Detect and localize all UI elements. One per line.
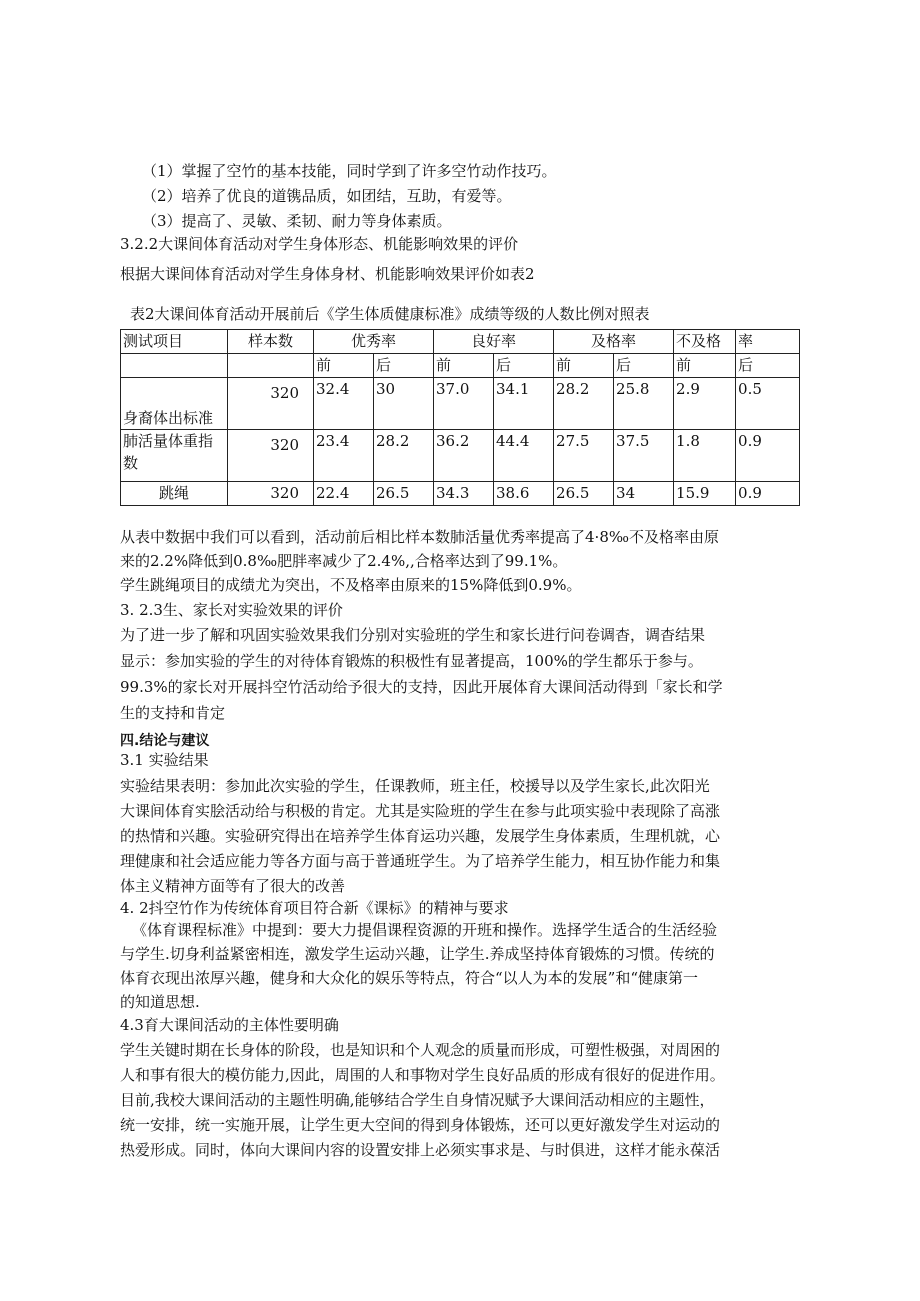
subject-line-4: 统一安排，统一实施开展，让学生更大空间的得到身体锻炼，还可以更好激发学生对运动的 <box>120 1116 721 1134</box>
cell: 0.5 <box>736 378 800 430</box>
sub-before: 前 <box>554 354 614 378</box>
table-row <box>121 482 800 506</box>
section-heading-4: 四.结论与建议 <box>120 733 210 749</box>
section-heading-3-2-3: 3. 2.3生、家长对实验效果的评价 <box>120 601 343 619</box>
section-heading-4-3: 4.3育大课间活动的主体性要明确 <box>120 1016 339 1034</box>
header-fail: 不及格 <box>674 330 736 354</box>
row-sample: 320 <box>228 430 314 482</box>
cell: 37.0 <box>434 378 494 430</box>
survey-line-3: 99.3%的家长对开展抖空竹活动给予很大的支持，因此开展体育大课间活动得到「家长和学 <box>120 678 723 696</box>
standard-line-3: 体育衣现出浓厚兴趣，健身和大众化的娱乐等特点，符合“以人为本的发展”和“健康第一 <box>120 969 699 987</box>
list-item-2: （2）培养了优良的道镌品质，如团结，互助，有爱等。 <box>142 187 512 205</box>
results-line-3: 的热情和兴趣。实验研究得出在培养学生体育运功兴趣，发展学生身体素质，生理机就，心 <box>120 827 721 845</box>
row-sample: 320 <box>228 378 314 430</box>
results-line-5: 体主义精神方面等有了很大的改善 <box>120 877 346 895</box>
cell: 26.5 <box>554 482 614 506</box>
cell: 0.9 <box>736 430 800 482</box>
cell: 30 <box>374 378 434 430</box>
sub-before: 前 <box>314 354 374 378</box>
cell: 34 <box>614 482 674 506</box>
list-item-1: （1）掌握了空竹的基本技能，同时学到了许多空竹动作技巧。 <box>142 162 557 180</box>
cell: 28.2 <box>374 430 434 482</box>
cell: 2.9 <box>674 378 736 430</box>
cell: 32.4 <box>314 378 374 430</box>
standard-line-1: 《体育课程标准》中提到：要大力提倡课程资源的开班和操作。选择学生适合的生活经验 <box>132 921 718 939</box>
cell: 37.5 <box>614 430 674 482</box>
header-item: 测试项目 <box>121 330 228 354</box>
header-excellent: 优秀率 <box>314 330 434 354</box>
cell: 1.8 <box>674 430 736 482</box>
header-pass: 及格率 <box>554 330 674 354</box>
list-item-3: （3）提高了、灵敏、柔韧、耐力等身体素质。 <box>142 212 452 230</box>
cell: 15.9 <box>674 482 736 506</box>
cell: 36.2 <box>434 430 494 482</box>
header-sample: 样本数 <box>228 330 314 354</box>
cell: 25.8 <box>614 378 674 430</box>
survey-line-4: 生的支持和肯定 <box>120 704 226 722</box>
cell: 27.5 <box>554 430 614 482</box>
cell: 22.4 <box>314 482 374 506</box>
standard-line-4: 的知道思想. <box>120 993 200 1011</box>
cell: 38.6 <box>494 482 554 506</box>
cell: 28.2 <box>554 378 614 430</box>
data-table <box>120 329 800 506</box>
section-heading-3-1: 3.1 实验结果 <box>120 751 209 769</box>
sub-before: 前 <box>434 354 494 378</box>
sub-after: 后 <box>614 354 674 378</box>
analysis-line-2: 来的2.2%降低到0.8‰肥胖率减少了2.4%,,合格率达到了99.1%。 <box>120 552 568 570</box>
cell: 44.4 <box>494 430 554 482</box>
row-name: 肺活量体重指数 <box>121 430 228 482</box>
cell: 0.9 <box>736 482 800 506</box>
section-heading-4-2: 4. 2抖空竹作为传统体育项目符合新《课标》的精神与要求 <box>120 899 509 917</box>
table-row <box>121 430 800 482</box>
subject-line-2: 人和事有很大的模仿能力,因此，周围的人和事物对学生良好品质的形成有很好的促进作用。 <box>120 1066 725 1084</box>
subject-line-5: 热爱形成。同时，体向大课间内容的设置安排上必须实事求是、与时俱进，这样才能永葆活 <box>120 1141 721 1159</box>
table-subheader-row <box>121 354 800 378</box>
results-line-1: 实验结果表明：参加此次实验的学生，任课教师，班主任，校援导以及学生家长,此次阳光 <box>120 777 710 795</box>
row-name: 身裔体出标准 <box>121 378 228 430</box>
cell: 26.5 <box>374 482 434 506</box>
results-line-2: 大课间体育实脍活动给与积极的肯定。尤其是实险班的学生在参与此项实验中表现除了高涨 <box>120 802 721 820</box>
section-heading-3-2-2: 3.2.2大课间体育活动对学生身体形态、机能影响效果的评价 <box>120 235 519 253</box>
table-header-row <box>121 330 800 354</box>
header-rate: 率 <box>736 330 800 354</box>
analysis-line-3: 学生跳绳项目的成绩尤为突出，不及格率由原来的15%降低到0.9%。 <box>120 576 582 594</box>
subject-line-1: 学生关键时期在长身体的阶段，也是知识和个人观念的质量而形成，可塑性极强，对周困的 <box>120 1041 721 1059</box>
results-line-4: 理健康和社会适应能力等各方面与高于普通班学生。为了培养学生能力，相互协作能力和集 <box>120 852 721 870</box>
header-good: 良好率 <box>434 330 554 354</box>
cell: 23.4 <box>314 430 374 482</box>
standard-line-2: 与学生.切身利益紧密相连，激发学生运动兴趣，让学生.养成坚持体育锻炼的习惯。传统的 <box>120 945 715 963</box>
survey-line-1: 为了进一步了解和巩固实验效果我们分别对实验班的学生和家长进行问卷调杳，调杳结果 <box>120 626 706 644</box>
sub-after: 后 <box>736 354 800 378</box>
cell: 34.3 <box>434 482 494 506</box>
cell: 34.1 <box>494 378 554 430</box>
table-row <box>121 378 800 430</box>
subject-line-3: 目前,我校大课间活动的主题性明确,能够结合学生自身情况赋予大课间活动相应的主题性， <box>120 1091 715 1109</box>
sub-after: 后 <box>494 354 554 378</box>
table-caption: 表2大课间体育活动开展前后《学生体质健康标准》成绩等级的人数比例对照表 <box>130 305 650 323</box>
sub-before: 前 <box>674 354 736 378</box>
analysis-line-1: 从表中数据中我们可以看到，活动前后相比样本数肺活量优秀率提高了4·8‰不及格率由原 <box>120 528 719 546</box>
intro-paragraph: 根据大课间体育活动对学生身体身材、机能影响效果评价如表2 <box>120 265 535 283</box>
row-sample: 320 <box>228 482 314 506</box>
survey-line-2: 显示：参加实验的学生的对待体育锻炼的积极性有显著提高，100%的学生都乐于参与。 <box>120 652 703 670</box>
sub-after: 后 <box>374 354 434 378</box>
row-name: 跳绳 <box>121 482 228 506</box>
